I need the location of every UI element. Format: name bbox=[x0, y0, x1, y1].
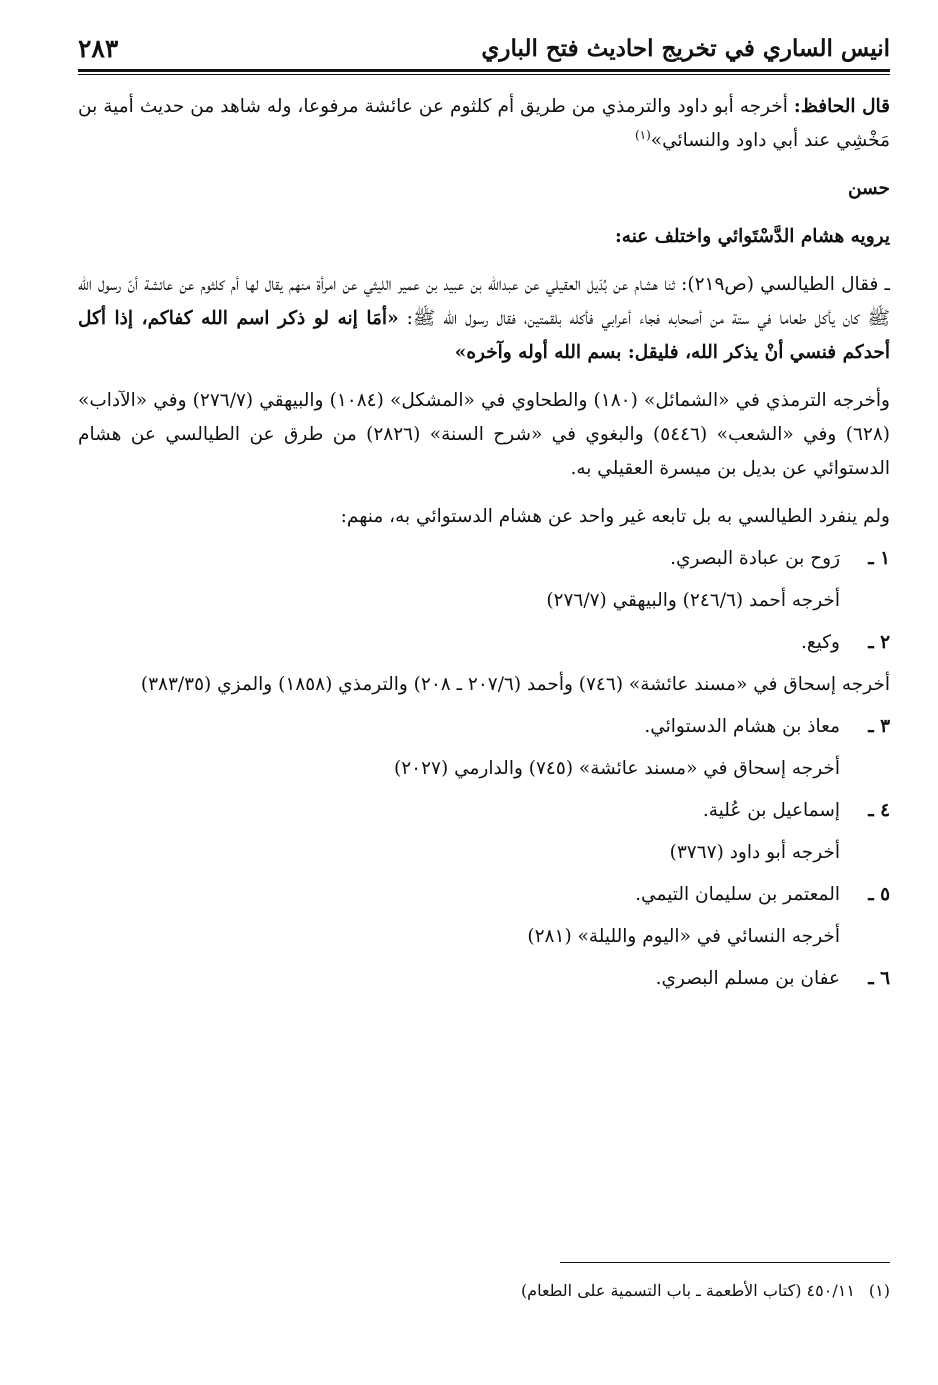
item-name: المعتمر بن سليمان التيمي. bbox=[635, 884, 840, 905]
item-ref: أخرجه أحمد (٢٤٦/٦) والبيهقي (٢٧٦/٧) bbox=[546, 590, 840, 611]
footnote bbox=[370, 1278, 890, 1304]
list-item bbox=[78, 794, 890, 828]
item-name: إسماعيل بن عُلية. bbox=[702, 800, 840, 821]
item-name: رَوح بن عبادة البصري. bbox=[670, 548, 840, 569]
item-number: ٥ ـ bbox=[868, 884, 890, 905]
grade-label: حسن bbox=[847, 178, 890, 199]
item-ref: أخرجه النسائي في «اليوم والليلة» (٢٨١) bbox=[527, 926, 840, 947]
item-number: ٦ ـ bbox=[868, 968, 890, 989]
footnote-rule bbox=[560, 1262, 890, 1263]
header-rule bbox=[78, 69, 890, 72]
list-item bbox=[78, 542, 890, 576]
footnote-ref[interactable]: (١) bbox=[634, 127, 651, 142]
footnote-mark: (١) bbox=[868, 1281, 890, 1300]
item-ref: أخرجه أبو داود (٣٧٦٧) bbox=[669, 842, 840, 863]
item-ref: أخرجه إسحاق في «مسند عائشة» (٧٤٥) والدارمي (٢٠٢٧) bbox=[394, 758, 840, 779]
item-name: عفان بن مسلم البصري. bbox=[655, 968, 840, 989]
narration-text: ـ فقال الطيالسي (ص٢١٩): ثنا هشام عن بُدَيل العقيلي عن عبدالله بن عبيد بن عمير الليثي عن امرأة منهم يقال لها أم كلثوم عن عائشة أنّ رسول الله ﷺ كان يأكل طعاما في ستة من أصحابه فجاء أعرابي فأكله بلقمتين، فقال رسول الله ﷺ: bbox=[78, 274, 890, 329]
item-name: معاذ بن هشام الدستوائي. bbox=[644, 716, 840, 737]
item-name: وكيع. bbox=[800, 632, 840, 653]
subheading: يرويه هشام الدَّسْتَوائي واختلف عنه: bbox=[614, 226, 890, 247]
book-title: انيس الساري في تخريج احاديث فتح الباري bbox=[481, 34, 890, 62]
list-item bbox=[78, 626, 890, 660]
narration-paragraph bbox=[78, 268, 890, 370]
followers-intro: ولم ينفرد الطيالسي به بل تابعه غير واحد عن هشام الدستوائي به، منهم: bbox=[340, 506, 890, 527]
running-header bbox=[78, 30, 890, 66]
followers-list bbox=[78, 542, 890, 996]
main-content bbox=[78, 90, 890, 1004]
intro-label: قال الحافظ: bbox=[793, 96, 890, 117]
list-item bbox=[78, 962, 890, 996]
header-rule-thin bbox=[78, 74, 890, 75]
item-number: ٤ ـ bbox=[868, 800, 890, 821]
item-number: ٢ ـ bbox=[868, 632, 890, 653]
item-number: ٣ ـ bbox=[868, 716, 890, 737]
takhrij-paragraph: وأخرجه الترمذي في «الشمائل» (١٨٠) والطحاوي في «المشكل» (١٠٨٤) والبيهقي (٢٧٦/٧) وفي «الآداب» (٦٢٨) وفي «الشعب» (٥٤٤٦) والبغوي في «شرح السنة» (٢٨٢٦) من طرق عن الطيالسي عن هشام الدستوائي عن بديل بن ميسرة العقيلي به. bbox=[78, 390, 890, 479]
intro-paragraph bbox=[78, 90, 890, 158]
page-number: ٢٨٣ bbox=[78, 33, 119, 63]
item-number: ١ ـ bbox=[868, 548, 890, 569]
footnote-text: ٤٥٠/١١ (كتاب الأطعمة ـ باب التسمية على الطعام) bbox=[520, 1281, 855, 1300]
list-item bbox=[78, 710, 890, 744]
item-ref: أخرجه إسحاق في «مسند عائشة» (٧٤٦) وأحمد (٢٠٧/٦ ـ ٢٠٨) والترمذي (١٨٥٨) والمزي (٣٨٣/٣٥) bbox=[140, 674, 890, 695]
list-item bbox=[78, 878, 890, 912]
narration-hadith-text: «أمَا إنه لو ذكر اسم الله كفاكم، إذا أكل أحدكم فنسي أنْ يذكر الله، فليقل: بسم الله أوله وآخره» bbox=[78, 308, 890, 363]
intro-text: أخرجه أبو داود والترمذي من طريق أم كلثوم عن عائشة مرفوعا، وله شاهد من حديث أمية بن مَخْشِي عند أبي داود والنسائي» bbox=[78, 96, 890, 151]
